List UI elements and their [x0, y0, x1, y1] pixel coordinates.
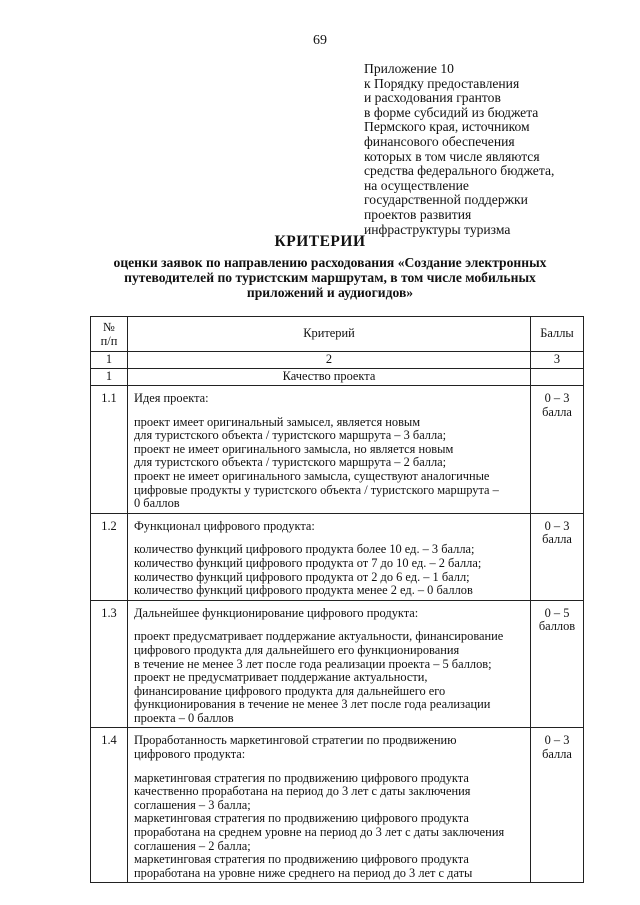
- criterion-option-line: проработана на среднем уровне на период до 3 лет с даты заключения: [134, 825, 505, 840]
- section-number: 1: [91, 369, 128, 386]
- appendix-line: средства федерального бюджета,: [364, 163, 555, 179]
- criterion-option-line: цифровые продукты у туристского объекта / туристского маршрута –: [134, 482, 499, 497]
- criterion-score: [531, 386, 584, 514]
- criterion-score: [531, 513, 584, 600]
- subheading-line: оценки заявок по направлению расходования «Создание электронных: [113, 255, 547, 270]
- criterion-cell: [128, 600, 531, 728]
- appendix-line: в форме субсидий из бюджета: [364, 104, 539, 120]
- score-unit: балла: [542, 532, 572, 547]
- table-header-row: [91, 317, 584, 352]
- criterion-cell: [128, 728, 531, 883]
- criterion-option-line: количество функций цифрового продукта от 7 до 10 ед. – 2 балла;: [134, 555, 482, 570]
- table-row: [91, 386, 584, 514]
- criteria-table: [90, 316, 584, 883]
- criterion-title: Дальнейшее функционирование цифрового продукта:: [134, 605, 419, 620]
- criterion-option-line: проработана на уровне ниже среднего на период до 3 лет с даты: [134, 865, 473, 880]
- criterion-option-line: количество функций цифрового продукта более 10 ед. – 3 балла;: [134, 542, 475, 557]
- criterion-score: [531, 728, 584, 883]
- appendix-reference: [364, 62, 614, 237]
- criterion-option-line: соглашения – 2 балла;: [134, 838, 251, 853]
- score-unit: балла: [542, 404, 572, 419]
- column-number: 1: [91, 352, 128, 369]
- document-subheading: [80, 256, 580, 300]
- criterion-option-line: качественно проработана на период до 3 лет с даты заключения: [134, 784, 471, 799]
- criterion-option-line: в течение не менее 3 лет после года реализации проекта – 5 баллов;: [134, 656, 492, 671]
- header-num-cell: [91, 317, 128, 352]
- criterion-option-line: 0 баллов: [134, 496, 180, 511]
- appendix-line: финансового обеспечения: [364, 133, 515, 149]
- criterion-option-line: для туристского объекта / туристского маршрута – 2 балла;: [134, 455, 447, 470]
- criterion-option-line: маркетинговая стратегия по продвижению цифрового продукта: [134, 770, 469, 785]
- criterion-title: Идея проекта:: [134, 391, 209, 405]
- table-row: [91, 600, 584, 728]
- criterion-option-line: маркетинговая стратегия по продвижению цифрового продукта: [134, 811, 469, 826]
- subheading-line: путеводителей по туристским маршрутам, в том числе мобильных: [124, 269, 536, 285]
- criterion-option-line: проект не имеет оригинального замысла, существуют аналогичные: [134, 468, 490, 483]
- column-number: 2: [128, 352, 531, 369]
- criterion-option-line: проект не имеет оригинального замысла, но является новым: [134, 441, 454, 456]
- criterion-title: Функционал цифрового продукта:: [134, 518, 315, 533]
- criterion-title: цифрового продукта:: [134, 747, 246, 762]
- section-title: Качество проекта: [128, 369, 531, 386]
- appendix-line: инфраструктуры туризма: [364, 221, 511, 237]
- appendix-line: Приложение 10: [364, 61, 454, 76]
- document-heading: КРИТЕРИИ: [274, 233, 366, 250]
- criterion-number: 1.3: [91, 600, 128, 728]
- header-num-abbr: п/п: [100, 334, 118, 348]
- table-row: [91, 728, 584, 883]
- criterion-number: 1.1: [91, 386, 128, 514]
- criterion-number: 1.2: [91, 513, 128, 600]
- table-row: [91, 513, 584, 600]
- appendix-line: проектов развития: [364, 206, 472, 222]
- column-number: 3: [531, 352, 584, 369]
- score-range: 0 – 3: [544, 518, 570, 533]
- section-score: [531, 369, 584, 386]
- appendix-line: на осуществление: [364, 177, 469, 193]
- criterion-cell: [128, 513, 531, 600]
- criterion-option-line: маркетинговая стратегия по продвижению цифрового продукта: [134, 852, 469, 867]
- section-row: [91, 369, 584, 386]
- score-unit: балла: [542, 747, 572, 762]
- appendix-line: Пермского края, источником: [364, 119, 530, 135]
- criterion-score: [531, 600, 584, 728]
- criterion-option-line: проект предусматривает поддержание актуальности, финансирование: [134, 629, 504, 644]
- criterion-option-line: функционирования в течение не менее 3 лет после года реализации: [134, 697, 491, 712]
- score-unit: баллов: [538, 619, 576, 634]
- appendix-line: государственной поддержки: [364, 192, 528, 208]
- criterion-option-line: количество функций цифрового продукта от 2 до 6 ед. – 1 балл;: [134, 569, 470, 584]
- criterion-option-line: соглашения – 3 балла;: [134, 797, 251, 812]
- appendix-line: и расходования грантов: [364, 90, 501, 106]
- header-criterion-cell: Критерий: [128, 317, 531, 352]
- appendix-line: к Порядку предоставления: [364, 75, 520, 91]
- page-number: 69: [313, 33, 327, 48]
- column-number-row: [91, 352, 584, 369]
- criterion-number: 1.4: [91, 728, 128, 883]
- criterion-cell: [128, 386, 531, 514]
- score-range: 0 – 3: [544, 733, 570, 748]
- criterion-option-line: проект не предусматривает поддержание актуальности,: [134, 670, 428, 685]
- appendix-line: которых в том числе являются: [364, 148, 540, 164]
- criterion-title: Проработанность маркетинговой стратегии по продвижению: [134, 733, 457, 748]
- criterion-option-line: количество функций цифрового продукта менее 2 ед. – 0 баллов: [134, 583, 473, 598]
- criterion-option-line: проект имеет оригинальный замысел, является новым: [134, 414, 421, 429]
- score-range: 0 – 5: [544, 605, 570, 620]
- criterion-option-line: проекта – 0 баллов: [134, 710, 234, 725]
- subheading-line: приложений и аудиогидов»: [246, 284, 414, 300]
- criterion-option-line: финансирование цифрового продукта для дальнейшего его: [134, 683, 446, 698]
- header-score-cell: Баллы: [531, 317, 584, 352]
- header-num-symbol: №: [103, 320, 115, 334]
- criterion-option-line: для туристского объекта / туристского маршрута – 3 балла;: [134, 428, 447, 443]
- criterion-option-line: цифрового продукта для дальнейшего его функционирования: [134, 642, 460, 657]
- score-range: 0 – 3: [544, 391, 570, 405]
